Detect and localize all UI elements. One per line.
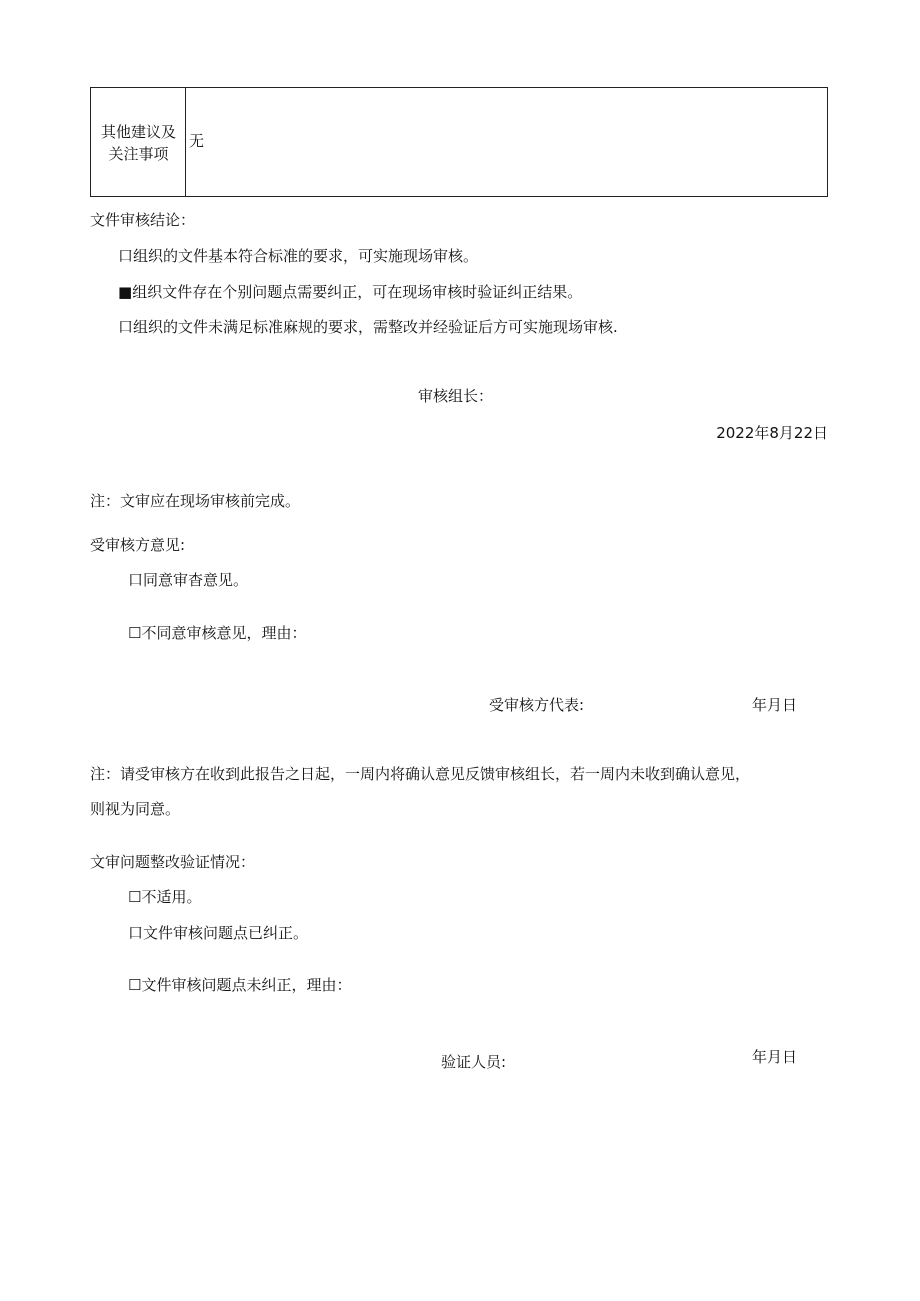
table-label-line1: 其他建议及 bbox=[100, 123, 176, 141]
note-review-before-audit: 注：文审应在现场审核前完成。 bbox=[90, 492, 301, 510]
verification-option-na[interactable] bbox=[128, 888, 201, 906]
option-text: 不同意审核意见，理由： bbox=[141, 624, 307, 642]
conclusion-option-2[interactable] bbox=[118, 283, 582, 301]
auditee-option-disagree[interactable] bbox=[128, 624, 306, 642]
note-confirm-line1: 注：请受审核方在收到此报告之日起，一周内将确认意见反馈审核组长，若一周内未收到确认意见， bbox=[90, 765, 751, 783]
checkbox-unchecked[interactable]: ☐ bbox=[128, 976, 142, 994]
option-text: 组织文件存在个别问题点需要纠正，可在现场审核时验证纠正结果。 bbox=[132, 283, 583, 301]
checkbox-unchecked[interactable]: ☐ bbox=[128, 888, 142, 906]
option-text: 组织的文件未满足标准麻规的要求，需整改并经验证后方可实施现场审核. bbox=[133, 318, 618, 336]
table-label-cell bbox=[91, 88, 186, 196]
option-text: 组织的文件基本符合标准的要求，可实施现场审核。 bbox=[133, 247, 479, 265]
auditee-date: 年月日 bbox=[752, 696, 798, 714]
option-text: 文件审核问题点未纠正，理由： bbox=[141, 976, 352, 994]
leader-label: 审核组长： bbox=[418, 387, 494, 405]
suggestions-table bbox=[90, 87, 828, 197]
table-label-line2: 关注事项 bbox=[108, 145, 169, 163]
note-confirm-line2: 则视为同意。 bbox=[90, 800, 181, 818]
table-label bbox=[91, 121, 186, 165]
checkbox-unchecked[interactable]: 口 bbox=[128, 571, 144, 589]
auditee-option-agree[interactable] bbox=[128, 571, 248, 589]
checkbox-unchecked[interactable]: 口 bbox=[128, 924, 144, 942]
conclusion-option-1[interactable] bbox=[118, 247, 478, 265]
leader-date: 2022年8月22日 bbox=[716, 424, 828, 442]
conclusion-heading: 文件审核结论： bbox=[90, 211, 196, 229]
option-text: 同意审杳意见。 bbox=[143, 571, 249, 589]
conclusion-option-3[interactable] bbox=[118, 318, 618, 336]
verifier-label: 验证人员: bbox=[441, 1053, 507, 1071]
auditee-rep-label: 受审核方代表: bbox=[489, 696, 585, 714]
verification-heading: 文审问题整改验证情况： bbox=[90, 853, 256, 871]
verification-date: 年月日 bbox=[752, 1048, 798, 1066]
checkbox-checked[interactable]: ■ bbox=[118, 283, 133, 301]
option-text: 文件审核问题点已纠正。 bbox=[143, 924, 309, 942]
checkbox-unchecked[interactable]: 口 bbox=[118, 318, 134, 336]
checkbox-unchecked[interactable]: 口 bbox=[118, 247, 134, 265]
checkbox-unchecked[interactable]: ☐ bbox=[128, 624, 142, 642]
auditee-heading: 受审核方意见: bbox=[90, 536, 186, 554]
table-value: 无 bbox=[189, 132, 205, 150]
verification-option-not-corrected[interactable] bbox=[128, 976, 351, 994]
verification-option-corrected[interactable] bbox=[128, 924, 308, 942]
option-text: 不适用。 bbox=[141, 888, 202, 906]
